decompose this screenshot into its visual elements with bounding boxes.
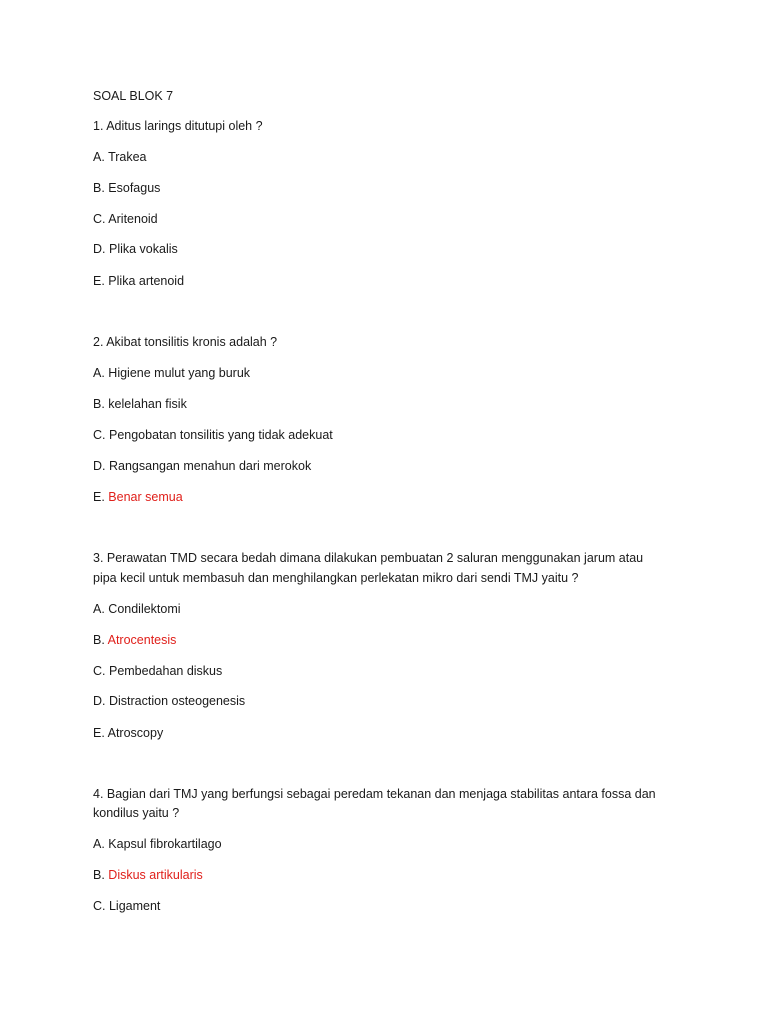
question-2-option-a <box>93 364 693 383</box>
option-text: Condilektomi <box>108 602 181 616</box>
option-text: kelelahan fisik <box>108 397 187 411</box>
option-prefix: A. <box>93 602 105 616</box>
option-prefix: D. <box>93 459 106 473</box>
option-prefix: E. <box>93 726 105 740</box>
option-prefix: A. <box>93 150 105 164</box>
question-3-text-line-2: pipa kecil untuk membasuh dan menghilangkan perlekatan mikro dari sendi TMJ yaitu ? <box>93 571 579 585</box>
question-1-option-a <box>93 148 693 167</box>
question-1-text: 1. Aditus larings ditutupi oleh ? <box>93 119 263 133</box>
question-4-option-b <box>93 866 693 885</box>
option-prefix: D. <box>93 242 106 256</box>
question-1-option-e <box>93 272 693 291</box>
option-prefix: E. <box>93 490 105 504</box>
question-3-option-a <box>93 600 693 619</box>
question-3-option-e <box>93 724 693 743</box>
question-3-text-line-1: 3. Perawatan TMD secara bedah dimana dilakukan pembuatan 2 saluran menggunakan jarum atau <box>93 551 644 565</box>
question-4-text-line-1: 4. Bagian dari TMJ yang berfungsi sebagai peredam tekanan dan menjaga stabilitas antara fossa dan <box>93 787 656 801</box>
option-prefix: E. <box>93 274 105 288</box>
option-prefix: A. <box>93 837 105 851</box>
question-2-text: 2. Akibat tonsilitis kronis adalah ? <box>93 335 278 349</box>
option-text: Pembedahan diskus <box>108 664 223 678</box>
option-prefix: A. <box>93 366 105 380</box>
option-prefix: B. <box>93 181 105 195</box>
option-prefix: D. <box>93 694 106 708</box>
option-prefix: B. <box>93 868 105 882</box>
question-3-option-c <box>93 662 693 681</box>
option-text: Trakea <box>108 150 147 164</box>
question-1-option-c <box>93 210 693 229</box>
document-title: SOAL BLOK 7 <box>93 89 174 103</box>
option-text: Kapsul fibrokartilago <box>108 837 222 851</box>
option-prefix: B. <box>93 633 105 647</box>
question-1-option-b <box>93 179 693 198</box>
option-prefix: C. <box>93 899 106 913</box>
highlighted-answer: Benar semua <box>108 490 183 504</box>
highlighted-answer: Diskus artikularis <box>108 868 203 882</box>
question-1-option-d <box>93 240 693 259</box>
option-prefix: B. <box>93 397 105 411</box>
question-2-option-b <box>93 395 693 414</box>
option-prefix: C. <box>93 428 106 442</box>
question-3-option-d <box>93 692 693 711</box>
question-2-option-e <box>93 488 693 507</box>
option-text: Ligament <box>108 899 161 913</box>
question-4-option-a <box>93 835 693 854</box>
question-2-option-c <box>93 426 693 445</box>
option-text: Plika vokalis <box>108 242 178 256</box>
option-text: Esofagus <box>108 181 161 195</box>
highlighted-answer: Atrocentesis <box>107 633 177 647</box>
option-text: Aritenoid <box>108 212 158 226</box>
option-text: Rangsangan menahun dari merokok <box>108 459 312 473</box>
question-4-text-line-2: kondilus yaitu ? <box>93 806 180 820</box>
option-prefix: C. <box>93 664 106 678</box>
option-text: Plika artenoid <box>108 274 185 288</box>
question-2-option-d <box>93 457 693 476</box>
question-3-option-b <box>93 631 693 650</box>
option-text: Distraction osteogenesis <box>108 694 246 708</box>
option-text: Higiene mulut yang buruk <box>108 366 251 380</box>
question-4-option-c <box>93 897 693 916</box>
option-text: Atroscopy <box>107 726 164 740</box>
option-text: Pengobatan tonsilitis yang tidak adekuat <box>108 428 333 442</box>
option-prefix: C. <box>93 212 106 226</box>
